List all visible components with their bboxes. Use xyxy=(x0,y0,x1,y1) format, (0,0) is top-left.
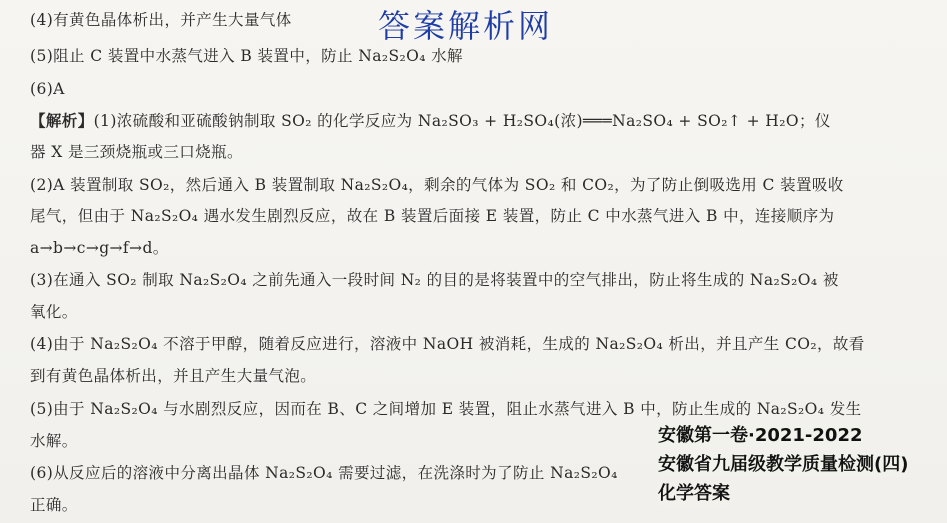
analysis-2-line-3: a→b→c→g→f→d。 xyxy=(30,239,169,257)
analysis-text: (1)浓硫酸和亚硫酸钠制取 SO₂ 的化学反应为 Na₂SO₃ + H₂SO₄(浓)═══Na₂SO₄ + SO₂↑ + H₂O；仪 xyxy=(93,112,831,130)
answer-6: (6)A xyxy=(30,80,65,98)
analysis-line-1 xyxy=(30,111,831,131)
analysis-6-line-1: (6)从反应后的溶液中分离出晶体 Na₂S₂O₄ 需要过滤，在洗涤时为了防止 Na₂S₂O₄ xyxy=(30,464,618,482)
analysis-3-line-1: (3)在通入 SO₂ 制取 Na₂S₂O₄ 之前先通入一段时间 N₂ 的目的是将装置中的空气排出，防止将生成的 Na₂S₂O₄ 被 xyxy=(30,271,839,289)
source-stamp-line-3: 化学答案 xyxy=(658,483,730,504)
answer-4: (4)有黄色晶体析出，并产生大量气体 xyxy=(30,11,292,29)
analysis-line-2: 器 X 是三颈烧瓶或三口烧瓶。 xyxy=(30,143,243,161)
watermark-logo: 答案解析网 xyxy=(378,7,554,45)
analysis-label: 【解析】 xyxy=(30,111,94,130)
analysis-6-line-2: 正确。 xyxy=(30,496,78,514)
analysis-4-line-2: 到有黄色晶体析出，并且产生大量气泡。 xyxy=(30,367,317,385)
analysis-2-line-1: (2)A 装置制取 SO₂，然后通入 B 装置制取 Na₂S₂O₄，剩余的气体为 SO₂ 和 CO₂，为了防止倒吸选用 C 装置吸收 xyxy=(30,176,844,194)
answer-5: (5)阻止 C 装置中水蒸气进入 B 装置中，防止 Na₂S₂O₄ 水解 xyxy=(30,47,463,65)
analysis-4-line-1: (4)由于 Na₂S₂O₄ 不溶于甲醇，随着反应进行，溶液中 NaOH 被消耗，生成的 Na₂S₂O₄ 析出，并且产生 CO₂，故看 xyxy=(30,335,865,353)
analysis-5-line-2: 水解。 xyxy=(30,432,78,450)
analysis-5-line-1: (5)由于 Na₂S₂O₄ 与水剧烈反应，因而在 B、C 之间增加 E 装置，阻止水蒸气进入 B 中，防止生成的 Na₂S₂O₄ 发生 xyxy=(30,400,862,418)
analysis-2-line-2: 尾气，但由于 Na₂S₂O₄ 遇水发生剧烈反应，故在 B 装置后面接 E 装置，防止 C 中水蒸气进入 B 中，连接顺序为 xyxy=(30,207,835,225)
analysis-3-line-2: 氧化。 xyxy=(30,303,78,321)
source-stamp-line-2: 安徽省九届级教学质量检测(四) xyxy=(658,454,909,475)
source-stamp-line-1: 安徽第一卷·2021-2022 xyxy=(658,425,863,446)
